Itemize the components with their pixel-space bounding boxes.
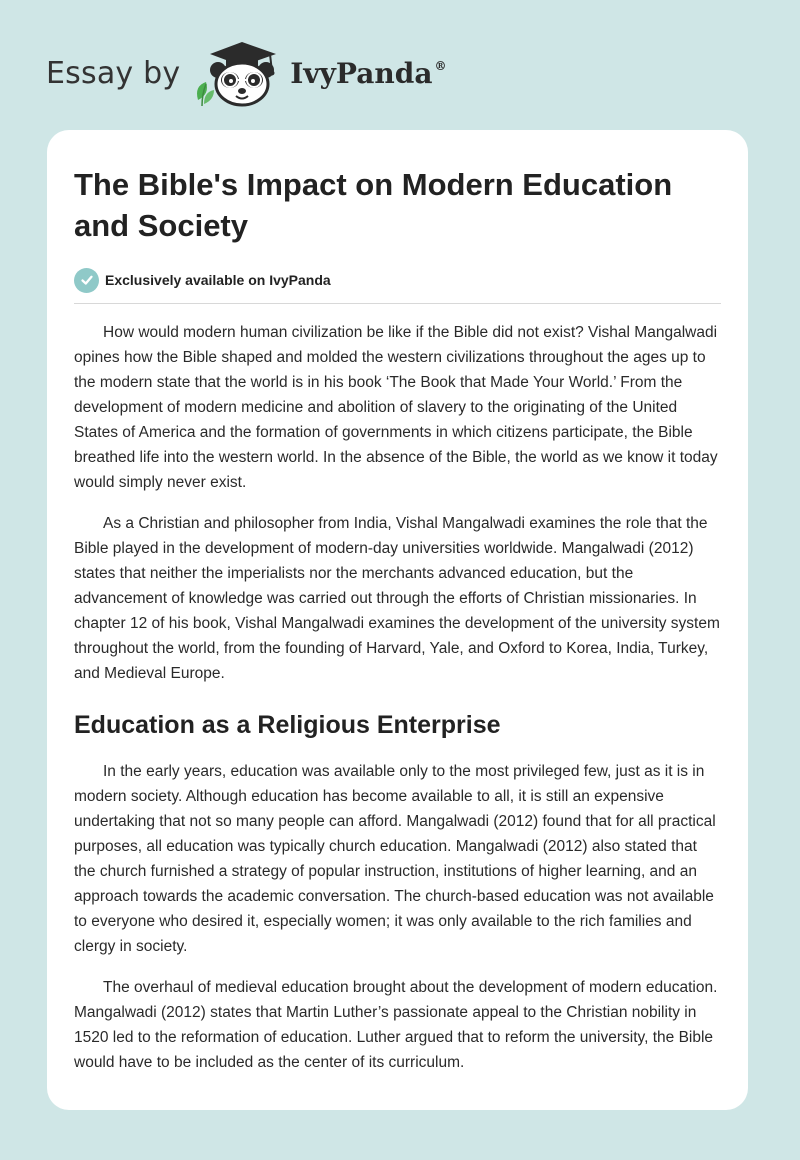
- site-header-brand[interactable]: [46, 38, 446, 108]
- panda-logo-icon: [192, 38, 284, 108]
- title-divider: [74, 303, 721, 304]
- essay-card: [47, 130, 748, 1110]
- brand-name: [290, 57, 446, 90]
- leaf-icon: [197, 82, 214, 106]
- section-heading: Education as a Religious Enterprise: [74, 711, 501, 739]
- paragraph: In the early years, education was available only to the most privileged few, just as it is in modern society. Although education has become available to all, it is still an expensive undertaking that not so many people can afford. Mangalwadi (2012) found that for all practical purposes, all education was typically church education. Mangalwadi (2012) also stated that the church furnished a strategy of popular instruction, institutions of higher learning, and an approach towards the academic conversation. The church-based education was not available to everyone who desired it, especially women; it was only available to the rich families and clergy in society.: [74, 763, 716, 955]
- exclusive-label: Exclusively available on IvyPanda: [105, 272, 331, 288]
- exclusive-badge: [74, 266, 721, 294]
- paragraph: The overhaul of medieval education brought about the development of modern education. Mangalwadi (2012) states that Martin Luther’s passionate appeal to the Christian nobility in 1520 led to the reformation of education. Luther argued that to reform the university, the Bible would have to be included as the center of its curriculum.: [74, 979, 718, 1071]
- checkmark-icon: [74, 268, 99, 293]
- essay-title: The Bible's Impact on Modern Education and Society: [74, 167, 673, 243]
- registered-mark: ®: [434, 58, 447, 73]
- brand-name-text: IvyPanda: [290, 56, 433, 90]
- paragraph: How would modern human civilization be like if the Bible did not exist? Vishal Mangalwadi opines how the Bible shaped and molded the western civilizations throughout the ages up to the modern state that the world is in his book ‘The Book that Made Your World.’ From the development of modern medicine and abolition of slavery to the originating of the United States of America and the formation of governments in which citizens participate, the Bible breathed life into the western world. In the absence of the Bible, the world as we know it today would simply never exist.: [74, 324, 718, 491]
- paragraph: As a Christian and philosopher from India, Vishal Mangalwadi examines the role that the Bible played in the development of modern-day universities worldwide. Mangalwadi (2012) states that neither the imperialists nor the merchants advanced education, but the advancement of knowledge was carried out through the efforts of Christian missionaries. In chapter 12 of his book, Vishal Mangalwadi examines the development of the university system throughout the world, from the founding of Harvard, Yale, and Oxford to Korea, India, Turkey, and Medieval Europe.: [74, 515, 720, 682]
- essay-by-label: Essay by: [46, 55, 181, 91]
